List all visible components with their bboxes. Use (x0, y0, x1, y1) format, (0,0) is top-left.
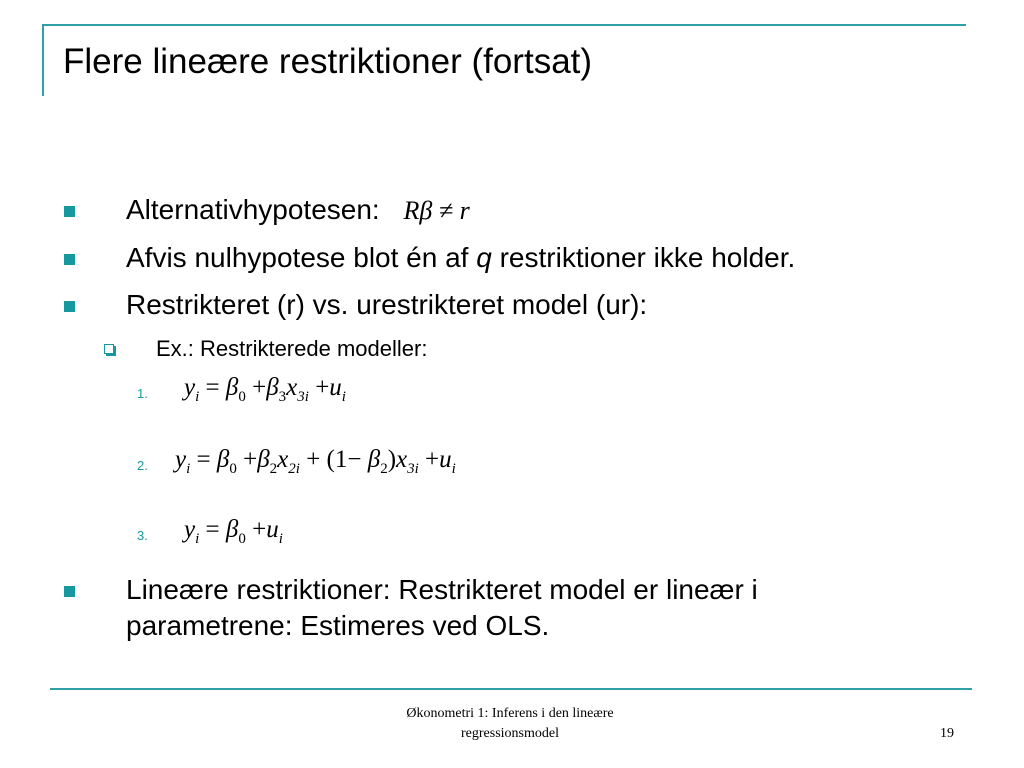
item-number: 3. (137, 528, 148, 543)
bullet-text: Restrikteret (r) vs. urestrikteret model (ur): (126, 289, 648, 320)
bullet-restricted-vs-unrestricted (60, 287, 980, 323)
subbullet-text: Ex.: Restrikterede modeller: (156, 336, 428, 361)
bullet-line-2: parametrene: Estimeres ved OLS. (126, 610, 550, 641)
bullet-text (126, 572, 758, 644)
page-number: 19 (940, 726, 954, 741)
formula-model-2: $y_i = \beta_0 +\beta_2x_{2i} + (1- \beta_2)x_{3i} +u_i$ (175, 446, 456, 477)
footer-line-2: regressionsmodel (461, 726, 559, 741)
square-bullet-icon (64, 254, 75, 265)
slide-content (60, 192, 980, 655)
square-bullet-icon (64, 586, 75, 597)
bullet-reject-null (60, 240, 980, 276)
variable-q: q (476, 242, 492, 273)
square-bullet-icon (64, 301, 75, 312)
bullet-alternative-hypothesis (60, 192, 980, 229)
bullet-text-suffix: restriktioner ikke holder. (499, 242, 796, 273)
bullet-text-prefix: Afvis nulhypotese blot én af (126, 242, 469, 273)
numbered-item-1 (60, 374, 980, 446)
bullet-text (126, 240, 795, 276)
footer-line-1: Økonometri 1: Inferens i den lineære (406, 706, 614, 721)
item-number: 1. (137, 386, 148, 401)
numbered-item-2 (60, 446, 980, 516)
subbullet-example (104, 334, 980, 364)
footer-title (330, 704, 690, 744)
bullet-linear-restrictions (60, 572, 980, 644)
title-frame-left-rule (42, 24, 44, 96)
item-number: 2. (137, 458, 148, 473)
hollow-square-bullet-icon (104, 344, 114, 354)
bullet-text (126, 192, 470, 229)
inline-formula-r-beta: Rβ ≠ r (403, 196, 470, 225)
slide-title: Flere lineære restriktioner (fortsat) (63, 42, 593, 81)
formula-model-3: $y_i = \beta_0 +u_i$ (184, 516, 283, 547)
formula-model-1: $y_i = \beta_0 +\beta_3x_{3i} +u_i$ (184, 374, 346, 405)
numbered-item-3 (60, 516, 980, 568)
footer-rule (50, 688, 972, 690)
bullet-label: Alternativhypotesen: (126, 194, 380, 225)
bullet-line-1: Lineære restriktioner: Restrikteret model er lineær i (126, 574, 758, 605)
title-frame-top-rule (42, 24, 966, 26)
square-bullet-icon (64, 206, 75, 217)
